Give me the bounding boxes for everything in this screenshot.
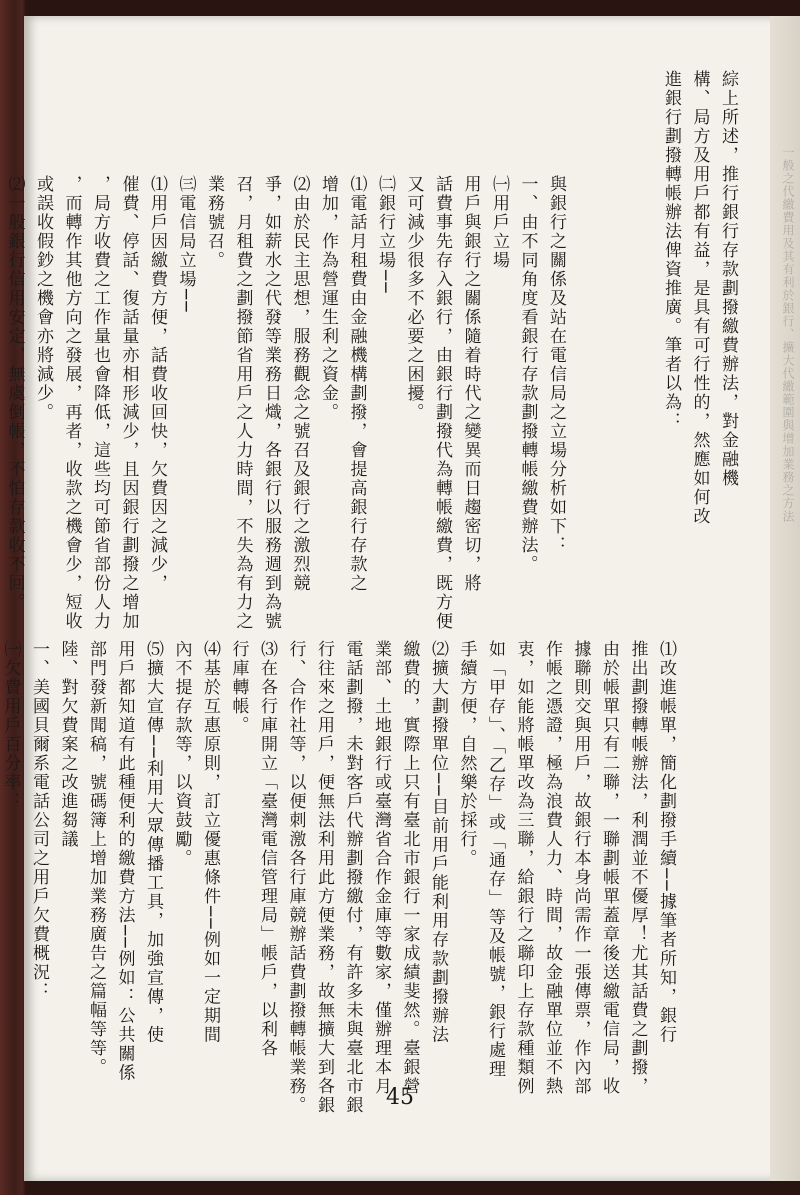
- text-column-right: 綜上所述，推行銀行存款劃撥繳費辦法，對金融機 構、局方及用戶都有益，是具有可行性的，然應如何改 進銀行劃撥轉帳辦法俾資推廣。筆者以為：: [661, 70, 738, 526]
- page-number: 45: [386, 1085, 414, 1110]
- text-column-top: 與銀行之關係及站在電信局之立場分析如下： 一、由不同角度看銀行存款劃撥轉帳繳費辦法。 ㈠用戶立場 用戶與銀行之關係隨着時代之變異而日趨密切，將 話費事先存入銀行，由銀行劃撥代為轉帳繳費，既方便 又可減少很多不必要之困擾。 ㈡銀行立場── ⑴電話月租費由金融機構劃撥，會提高銀行存款之 增加，作為營運生利之資金。 ⑵由於民主思想，服務觀念之號召及銀行之激烈競 爭，如薪水之代發等業務日熾，各銀行以服務週到為號 召，月租費之劃撥節省用戶之人力時間，不失為有力之 業務號召。 ㈢電信局立場── ⑴用戶因繳費方便，話費收回快，欠費因之減少， 催費、停話、復話量亦相形減少，且因銀行劃撥之增加 ，局方收費之工作量也會降低，這些均可節省部份人力 ，而轉作其他方向之發展，再者，收款之機會少，短收 或誤收假鈔之機會亦將減少。 ⑵一般銀行信用安定，無虞倒帳，不怕存款收不回。: [4, 175, 566, 631]
- next-page-edge: [770, 16, 800, 1181]
- text-column-bottom: ⑴改進帳單，簡化劃撥手續──據筆者所知，銀行 推出劃撥轉帳辦法，利潤並不優厚！尤其話費之劃撥， 由於帳單只有二聯，一聯劃帳單蓋章後送繳電信局，收 據聯則交與用戶，故銀行本身尚需作一張傳票，作內部 作帳之憑證，極為浪費人力、時間，故金融單位並不熱 衷，如能將帳單改為三聯，給銀行之聯印上存款種類例 如「甲存」、「乙存」或「通存」等及帳號，銀行處理 手續方便，自然樂於採行。 ⑵擴大劃撥單位──目前用戶能利用存款劃撥辦法 繳費的，實際上只有臺北市銀行一家成績斐然。臺銀營 業部、土地銀行或臺灣省合作金庫等數家，僅辦理本月 電話劃撥，未對客戶代辦劃撥繳付，有許多未與臺北市銀 行往來之用戶，便無法利用此方便業務，故無擴大到各銀 行、合作社等，以便刺激各行庫競辦話費劃撥轉帳業務。 ⑶在各行庫開立「臺灣電信管理局」帳戶，以利各 行庫轉帳。 ⑷基於互惠原則，訂立優惠條件──例如一定期間 內不提存款等，以資鼓勵。 ⑸擴大宣傳──利用大眾傳播工具，加強宣傳，使 用戶都知道有此種便利的繳費方法──例如：公共關係 部門發新聞稿，號碼簿上增加業務廣告之篇幅等等。 陸、對欠費案之改進芻議 一、美國貝爾系電話公司之用戶欠費概況： ㈠欠費用戶百分率：: [0, 640, 676, 1115]
- bleed-through-text: 一般之代繳費用及其有利於銀行、擴大代繳範圍與增加業務之方法: [781, 146, 795, 523]
